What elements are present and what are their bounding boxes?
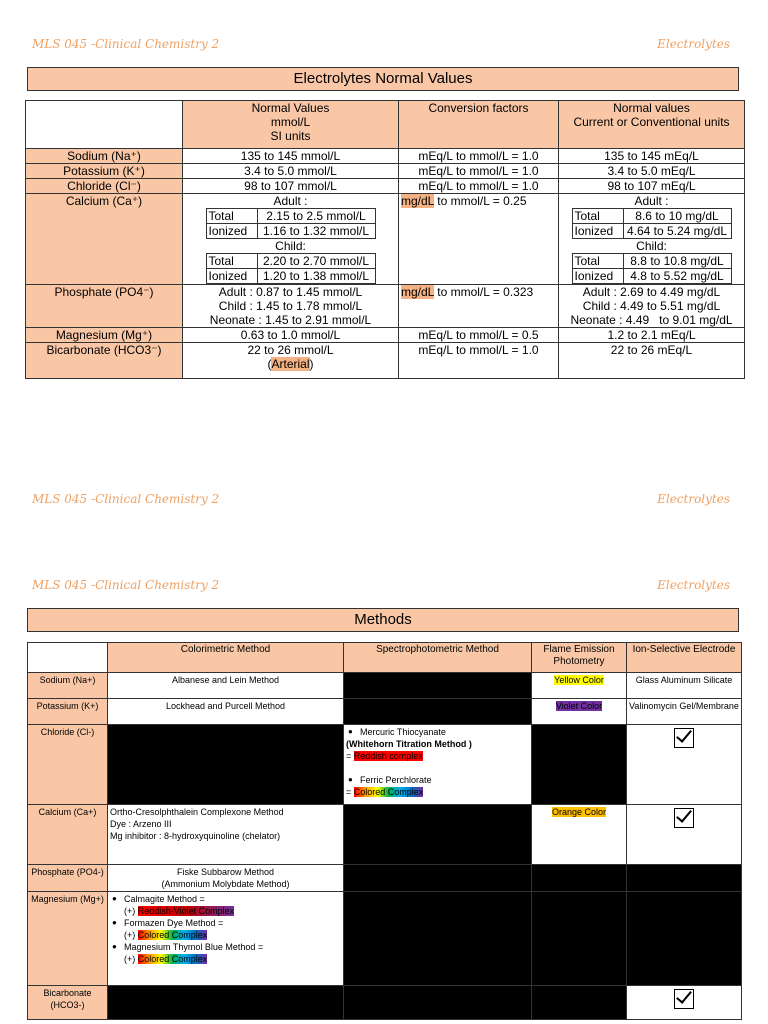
result-highlight: Reddish-Violet Complex (137, 906, 235, 916)
na-cell (532, 986, 627, 1020)
total-label: Total (206, 254, 257, 269)
value: 8.8 to 10.8 mg/dL (623, 254, 731, 269)
conversion-value: mEq/L to mmol/L = 1.0 (399, 149, 559, 164)
ise-value: Glass Aluminum Silicate (627, 673, 742, 699)
ionized-label: Ionized (206, 269, 257, 284)
table-row (28, 892, 742, 986)
section-title: Electrolytes (657, 37, 730, 51)
method-name: (Whitehorn Titration Method ) (346, 739, 472, 749)
colorimetric-value: Albanese and Lein Method (108, 673, 344, 699)
child-value: Child : 1.45 to 1.78 mmol/L (218, 299, 363, 313)
colorimetric-value (108, 805, 344, 865)
note: (Arterial) (267, 357, 314, 371)
row-name: Bicarbonate (HCO3-) (28, 986, 108, 1020)
table-row (28, 865, 742, 892)
table-row (28, 805, 742, 865)
col-flame-emission: Flame Emission Photometry (532, 643, 627, 673)
child-label: Child: (636, 239, 667, 253)
na-cell (108, 986, 344, 1020)
value: 4.64 to 5.24 mg/dL (623, 224, 731, 239)
section-title: Electrolytes (657, 578, 730, 592)
adult-label: Adult : (634, 194, 669, 208)
na-cell (532, 892, 627, 986)
checkbox-checked-icon (674, 808, 694, 828)
na-cell (627, 865, 742, 892)
na-cell (532, 865, 627, 892)
colorimetric-value (108, 892, 344, 986)
method-item: ● Mercuric Thiocyanate (346, 726, 529, 738)
adult-value: Adult : 0.87 to 1.45 mmol/L (218, 285, 363, 299)
ionized-label: Ionized (572, 224, 623, 239)
page-header (0, 37, 768, 57)
page-footer (0, 492, 768, 512)
col-ion-selective: Ion-Selective Electrode (627, 643, 742, 673)
col-colorimetric: Colorimetric Method (108, 643, 344, 673)
na-cell (627, 892, 742, 986)
cu-adult-table (572, 208, 732, 239)
method-item: ● Ferric Perchlorate (346, 774, 529, 786)
unit-highlight: mg/dL (401, 285, 434, 299)
value: 2.15 to 2.5 mmol/L (257, 209, 375, 224)
page-header (0, 578, 768, 598)
conventional-value (559, 285, 745, 328)
col-spectrophotometric: Spectrophotometric Method (344, 643, 532, 673)
si-value: 3.4 to 5.0 mmol/L (183, 164, 399, 179)
table-row (26, 149, 745, 164)
prefix: (+) (124, 930, 138, 940)
arterial-highlight: Arterial (271, 357, 310, 371)
ise-value (627, 805, 742, 865)
method-result (110, 929, 341, 941)
course-title: MLS 045 -Clinical Chemistry 2 (32, 578, 220, 592)
checkbox-checked-icon (674, 728, 694, 748)
total-label: Total (206, 209, 257, 224)
si-child-table (206, 253, 376, 284)
col-conversion: Conversion factors (399, 101, 559, 149)
blank-header (28, 643, 108, 673)
value: 8.6 to 10 mg/dL (623, 209, 731, 224)
adult-label: Adult : (273, 194, 308, 208)
ise-value (627, 725, 742, 805)
result-highlight: Colored Complex (137, 930, 208, 940)
si-value: 98 to 107 mmol/L (183, 179, 399, 194)
row-name: Magnesium (Mg⁺) (26, 328, 183, 343)
flame-color: Violet Color (555, 701, 603, 711)
prefix: (+) (124, 906, 138, 916)
method-name: Ortho-Cresolphthalein Complexone Method (110, 807, 284, 817)
method-result: = Colored Complex (346, 787, 424, 797)
flame-color: Orange Color (551, 807, 607, 817)
blank-header (26, 101, 183, 149)
table-row (26, 179, 745, 194)
method-result (110, 953, 341, 965)
conversion-value: mEq/L to mmol/L = 1.0 (399, 164, 559, 179)
si-value (183, 194, 399, 285)
row-name: Potassium (K⁺) (26, 164, 183, 179)
value: 1.16 to 1.32 mmol/L (257, 224, 375, 239)
flame-value (532, 673, 627, 699)
ise-value (627, 986, 742, 1020)
method-alt: (Ammonium Molybdate Method) (161, 879, 290, 889)
row-name: Sodium (Na⁺) (26, 149, 183, 164)
checkbox-checked-icon (674, 989, 694, 1009)
child-label: Child: (275, 239, 306, 253)
method-item: ● Magnesium Thymol Blue Method = (110, 941, 341, 953)
spectro-value (344, 725, 532, 805)
table-row (26, 164, 745, 179)
neonate-value: Neonate : 1.45 to 2.91 mmol/L (209, 313, 372, 327)
conventional-value: 1.2 to 2.1 mEq/L (559, 328, 745, 343)
adult-value: Adult : 2.69 to 4.49 mg/dL (582, 285, 721, 299)
methods-title: Methods (27, 608, 739, 632)
flame-value (532, 805, 627, 865)
result-highlight: Colored Complex (137, 954, 208, 964)
child-value: Child : 4.49 to 5.51 mg/dL (582, 299, 721, 313)
conversion-text: to mmol/L = 0.25 (433, 194, 527, 208)
table-row (26, 328, 745, 343)
value: 2.20 to 2.70 mmol/L (257, 254, 375, 269)
ise-value: Valinomycin Gel/Membrane (627, 699, 742, 725)
result-highlight: Reddish complex (353, 751, 423, 761)
conversion-value: mEq/L to mmol/L = 1.0 (399, 343, 559, 379)
conversion-value: mEq/L to mmol/L = 0.5 (399, 328, 559, 343)
methods-table (27, 642, 742, 1020)
row-name: Phosphate (PO4-) (28, 865, 108, 892)
table-row (28, 986, 742, 1020)
table-row (26, 343, 745, 379)
ionized-label: Ionized (206, 224, 257, 239)
conventional-value (559, 194, 745, 285)
flame-color: Yellow Color (554, 675, 604, 685)
value: 1.20 to 1.38 mmol/L (257, 269, 375, 284)
row-name: Sodium (Na+) (28, 673, 108, 699)
electrolytes-title: Electrolytes Normal Values (27, 67, 739, 91)
method-result: = Reddish complex (346, 751, 423, 761)
si-value (183, 343, 399, 379)
flame-value (532, 699, 627, 725)
value: 22 to 26 mmol/L (247, 343, 334, 357)
si-adult-table (206, 208, 376, 239)
na-cell (344, 865, 532, 892)
table-row (28, 699, 742, 725)
value: 4.8 to 5.52 mg/dL (623, 269, 731, 284)
row-name: Phosphate (PO4⁻) (26, 285, 183, 328)
table-row (28, 725, 742, 805)
total-label: Total (572, 254, 623, 269)
total-label: Total (572, 209, 623, 224)
section-title: Electrolytes (657, 492, 730, 506)
si-value (183, 285, 399, 328)
electrolytes-normal-values-table (25, 100, 745, 379)
course-title: MLS 045 -Clinical Chemistry 2 (32, 492, 220, 506)
cu-child-table (572, 253, 732, 284)
method-name: Fiske Subbarow Method (176, 867, 275, 877)
result-highlight: Colored Complex (353, 787, 424, 797)
ionized-label: Ionized (572, 269, 623, 284)
table-row (26, 194, 745, 285)
row-name: Magnesium (Mg+) (28, 892, 108, 986)
neonate-value: Neonate : 4.49 to 9.01 mg/dL (570, 313, 733, 327)
row-name: Potassium (K+) (28, 699, 108, 725)
na-cell (344, 673, 532, 699)
method-item: ● Calmagite Method = (110, 893, 341, 905)
conversion-value (399, 194, 559, 285)
colorimetric-value (108, 865, 344, 892)
table-row (26, 285, 745, 328)
conversion-value (399, 285, 559, 328)
inhibitor-text: Mg inhibitor : 8-hydroxyquinoline (chelator) (110, 831, 281, 841)
row-name: Chloride (Cl⁻) (26, 179, 183, 194)
conversion-value: mEq/L to mmol/L = 1.0 (399, 179, 559, 194)
prefix: (+) (124, 954, 138, 964)
method-result (110, 905, 341, 917)
si-value: 135 to 145 mmol/L (183, 149, 399, 164)
row-name: Bicarbonate (HCO3⁻) (26, 343, 183, 379)
row-name: Calcium (Ca⁺) (26, 194, 183, 285)
si-value: 0.63 to 1.0 mmol/L (183, 328, 399, 343)
conventional-value: 3.4 to 5.0 mEq/L (559, 164, 745, 179)
col-conventional: Normal values Current or Conventional units (559, 101, 745, 149)
course-title: MLS 045 -Clinical Chemistry 2 (32, 37, 220, 51)
na-cell (344, 699, 532, 725)
conventional-value: 135 to 145 mEq/L (559, 149, 745, 164)
na-cell (344, 892, 532, 986)
conventional-value: 98 to 107 mEq/L (559, 179, 745, 194)
conventional-value: 22 to 26 mEq/L (559, 343, 745, 379)
na-cell (108, 725, 344, 805)
na-cell (532, 725, 627, 805)
method-item: ● Formazen Dye Method = (110, 917, 341, 929)
colorimetric-value: Lockhead and Purcell Method (108, 699, 344, 725)
dye-text: Dye : Arzeno III (110, 819, 172, 829)
row-name: Chloride (Cl-) (28, 725, 108, 805)
na-cell (344, 986, 532, 1020)
na-cell (344, 805, 532, 865)
col-si: Normal Values mmol/L SI units (183, 101, 399, 149)
conversion-text: to mmol/L = 0.323 (433, 285, 534, 299)
table-row (28, 673, 742, 699)
row-name: Calcium (Ca+) (28, 805, 108, 865)
unit-highlight: mg/dL (401, 194, 434, 208)
